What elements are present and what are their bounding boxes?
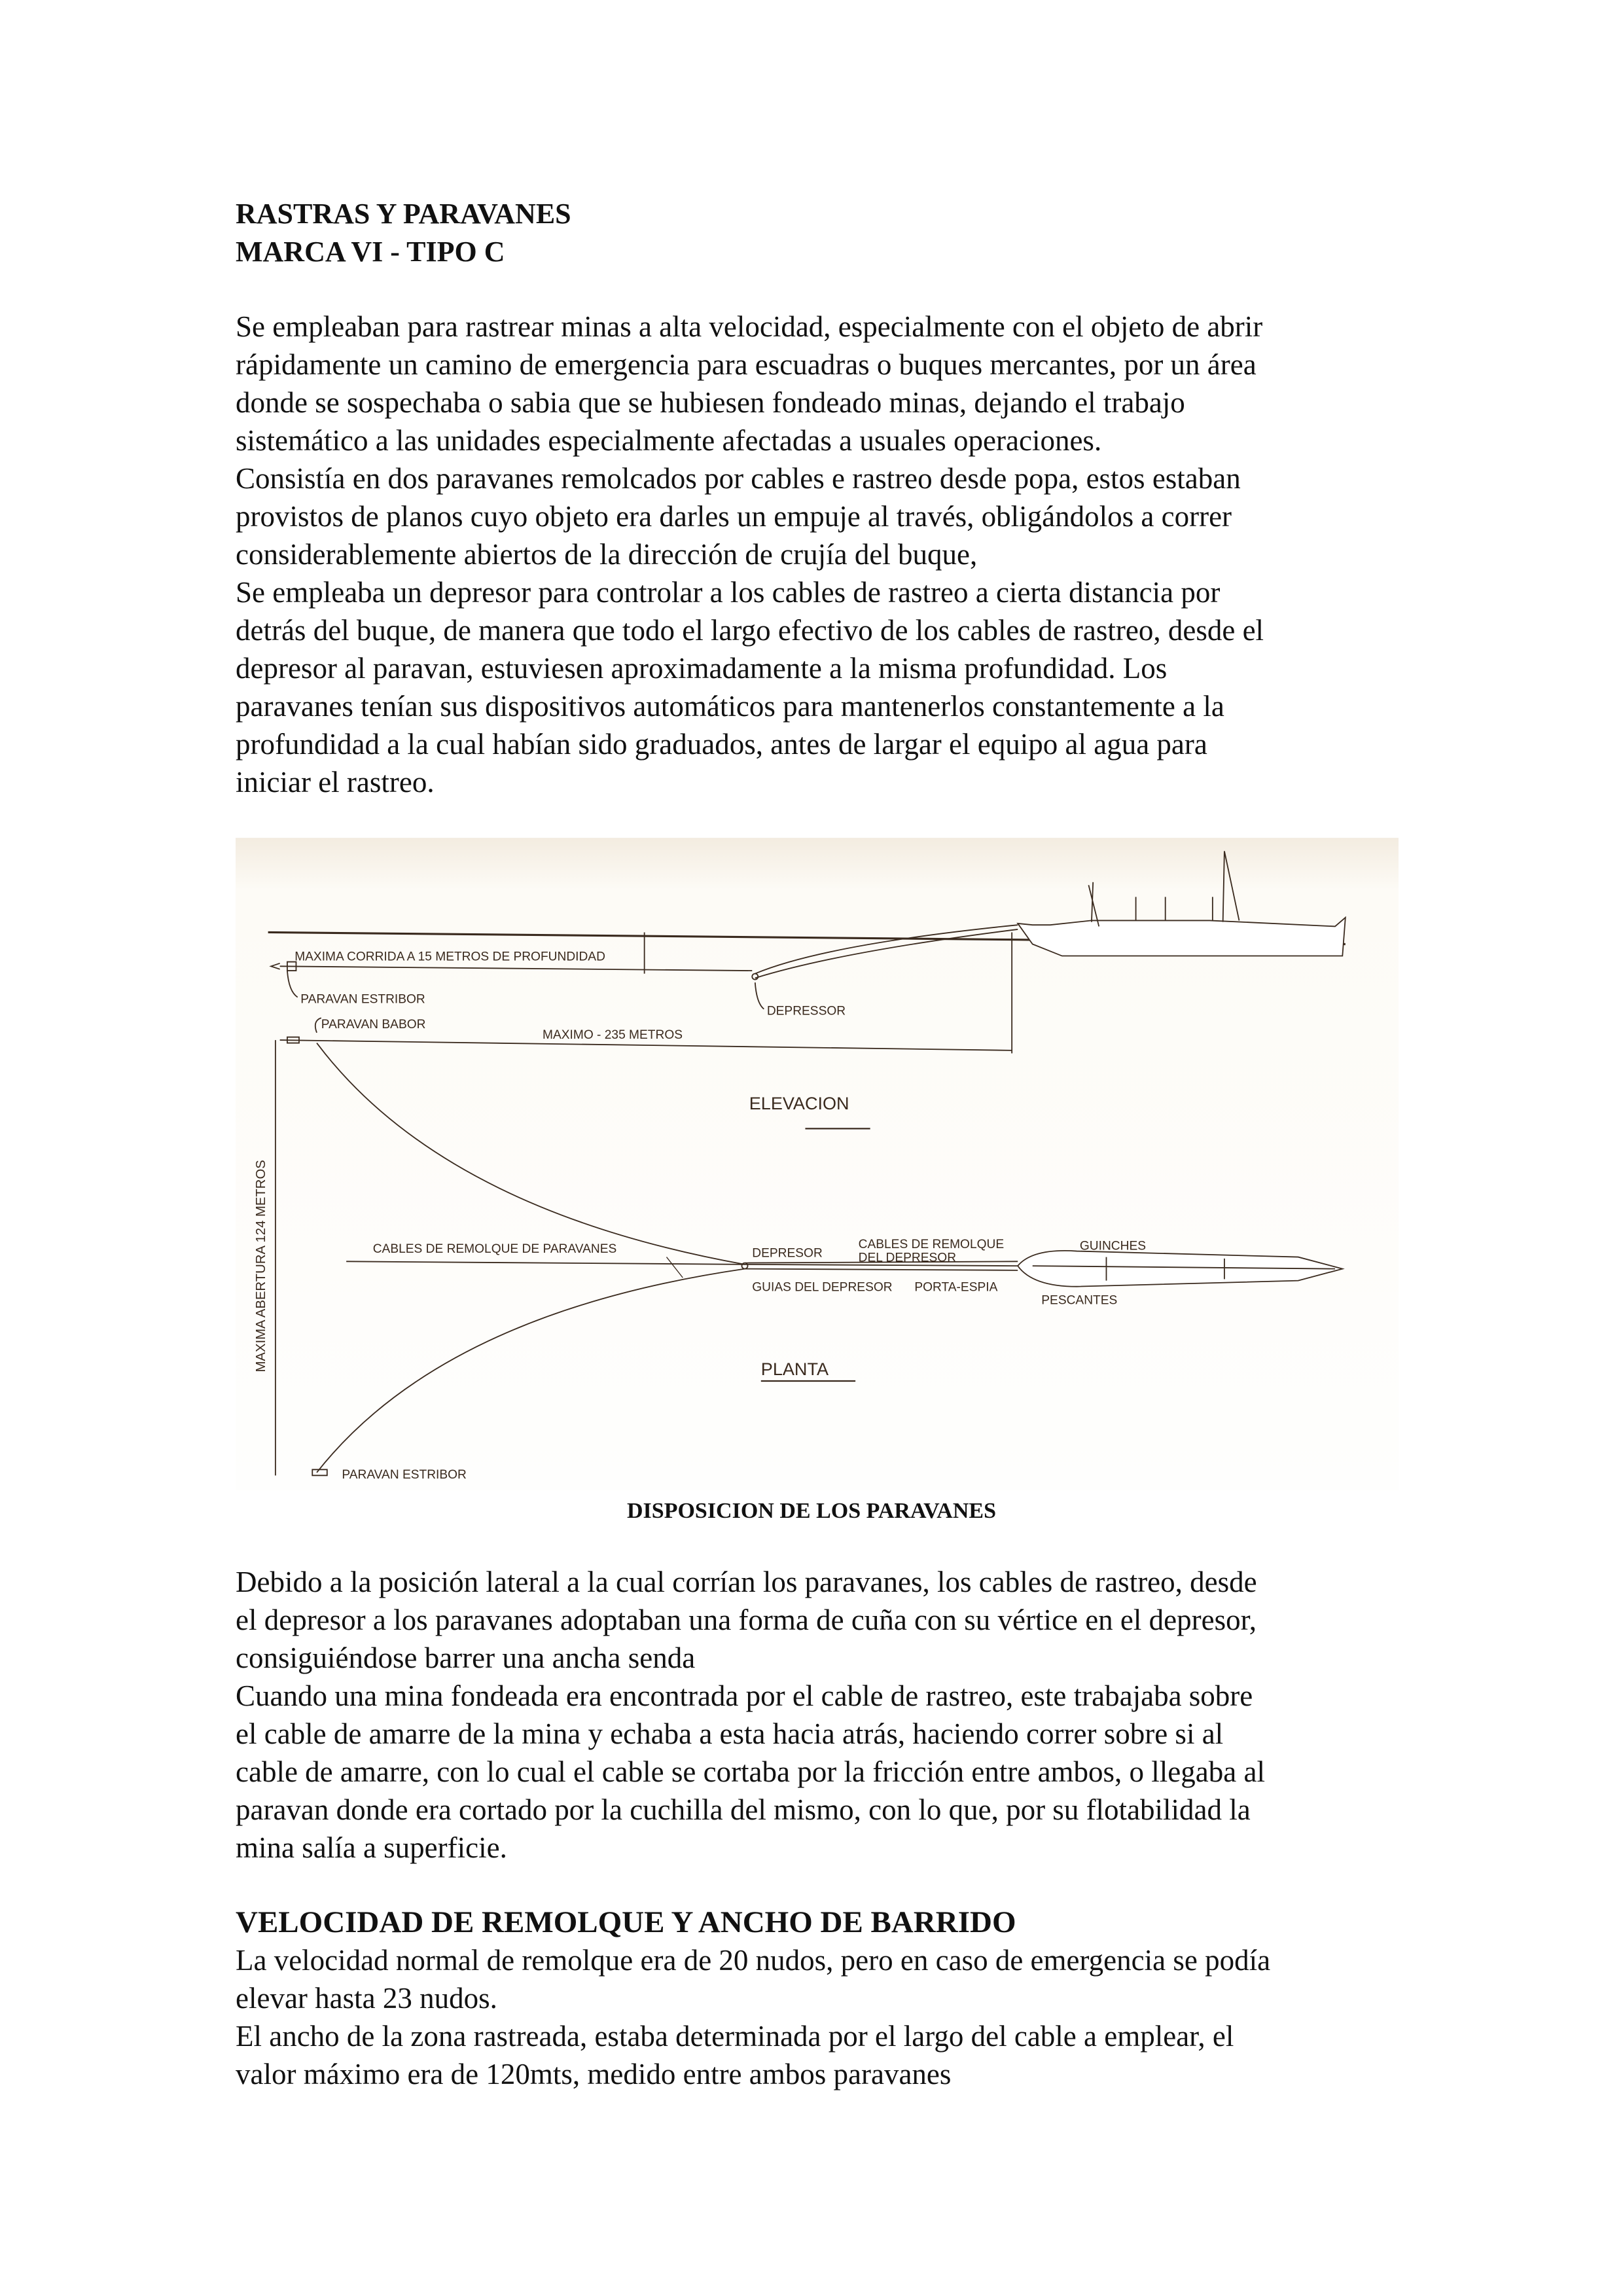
text-line: depresor al paravan, estuviesen aproximadamente a la misma profundidad. Los: [236, 652, 1168, 685]
title-line-2: MARCA VI - TIPO C: [236, 236, 505, 268]
text-line: El ancho de la zona rastreada, estaba determinada por el largo del cable a emplear, el: [236, 2020, 1234, 2053]
label-paravan-babor: PARAVAN BABOR: [321, 1018, 426, 1032]
text-line: valor máximo era de 120mts, medido entre ambos paravanes: [236, 2058, 952, 2090]
text-line: elevar hasta 23 nudos.: [236, 1982, 497, 2015]
label-maximo: MAXIMO - 235 METROS: [543, 1028, 683, 1042]
label-depresor: DEPRESOR: [752, 1246, 823, 1261]
intro-paragraph: [236, 308, 1407, 801]
title-line-1: RASTRAS Y PARAVANES: [236, 198, 571, 230]
text-line: sistemático a las unidades especialmente afectadas a usuales operaciones.: [236, 424, 1102, 457]
text-line: paravan donde era cortado por la cuchilla del mismo, con lo que, por su flotabilidad la: [236, 1793, 1251, 1826]
section-heading: VELOCIDAD DE REMOLQUE Y ANCHO DE BARRIDO: [236, 1905, 1016, 1939]
section-velocidad: [236, 1903, 1407, 2093]
text-line: rápidamente un camino de emergencia para escuadras o buques mercantes, por un área: [236, 348, 1257, 381]
label-cables-depresor-1: CABLES DE REMOLQUE: [858, 1238, 1005, 1252]
text-line: cable de amarre, con lo cual el cable se cortaba por la fricción entre ambos, o llegaba al: [236, 1755, 1265, 1788]
label-paravan-estribor-2: PARAVAN ESTRIBOR: [342, 1467, 467, 1482]
text-line: paravanes tenían sus dispositivos automáticos para mantenerlos constantemente a la: [236, 690, 1224, 723]
text-line: consiguiéndose barrer una ancha senda: [236, 1641, 696, 1674]
label-cables-paravanes: CABLES DE REMOLQUE DE PARAVANES: [372, 1242, 617, 1256]
label-guias: GUIAS DEL DEPRESOR: [752, 1280, 893, 1295]
document-title: [236, 195, 1407, 271]
label-pescantes: PESCANTES: [1041, 1293, 1118, 1308]
text-line: considerablemente abiertos de la dirección de crujía del buque,: [236, 538, 978, 571]
label-depressor: DEPRESSOR: [766, 1004, 846, 1018]
text-line: provistos de planos cuyo objeto era darles un empuje al través, obligándolos a correr: [236, 500, 1232, 533]
text-line: profundidad a la cual habían sido graduados, antes de largar el equipo al agua para: [236, 728, 1207, 761]
paravane-diagram: [236, 838, 1399, 1490]
text-line: iniciar el rastreo.: [236, 766, 435, 798]
label-planta: PLANTA: [760, 1359, 829, 1379]
label-abertura: MAXIMA ABERTURA 124 METROS: [254, 1160, 269, 1372]
text-line: el depresor a los paravanes adoptaban una forma de cuña con su vértice en el depresor,: [236, 1604, 1257, 1636]
text-line: Cuando una mina fondeada era encontrada por el cable de rastreo, este trabajaba sobre: [236, 1679, 1253, 1712]
label-guinches: GUINCHES: [1079, 1239, 1147, 1253]
label-max-run: MAXIMA CORRIDA A 15 METROS DE PROFUNDIDAD: [294, 950, 605, 964]
label-elevacion: ELEVACION: [749, 1094, 849, 1114]
text-line: Consistía en dos paravanes remolcados por cables e rastreo desde popa, estos estaban: [236, 462, 1241, 495]
body-paragraph-2: [236, 1563, 1407, 1867]
text-line: Se empleaban para rastrear minas a alta velocidad, especialmente con el objeto de abrir: [236, 310, 1263, 343]
text-line: donde se sospechaba o sabia que se hubiesen fondeado minas, dejando el trabajo: [236, 386, 1185, 419]
text-line: Se empleaba un depresor para controlar a los cables de rastreo a cierta distancia por: [236, 576, 1221, 609]
label-paravan-estribor: PARAVAN ESTRIBOR: [300, 992, 425, 1007]
text-line: La velocidad normal de remolque era de 20 nudos, pero en caso de emergencia se podía: [236, 1944, 1271, 1977]
label-porta-espia: PORTA-ESPIA: [914, 1280, 998, 1295]
label-cables-depresor-2: DEL DEPRESOR: [858, 1251, 957, 1265]
text-line: el cable de amarre de la mina y echaba a esta hacia atrás, haciendo correr sobre si al: [236, 1717, 1224, 1750]
figure-caption: DISPOSICION DE LOS PARAVANES: [627, 1499, 996, 1523]
text-line: mina salía a superficie.: [236, 1831, 507, 1864]
text-line: detrás del buque, de manera que todo el largo efectivo de los cables de rastreo, desde el: [236, 614, 1264, 647]
text-line: Debido a la posición lateral a la cual corrían los paravanes, los cables de rastreo, desde: [236, 1566, 1257, 1598]
